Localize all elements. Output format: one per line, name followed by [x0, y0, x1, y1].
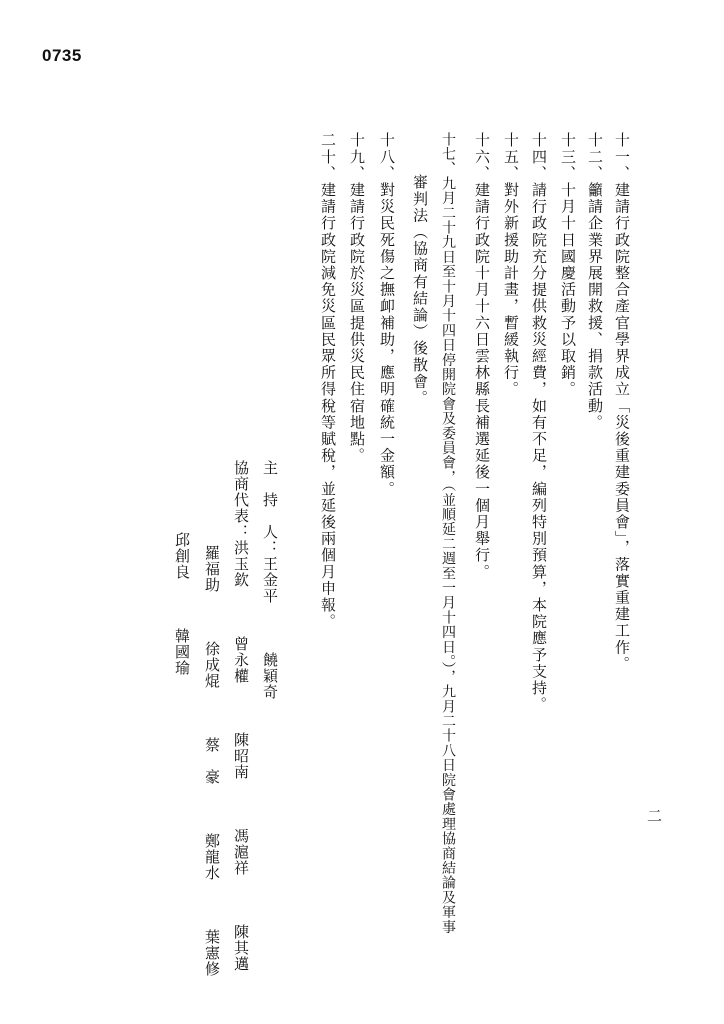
item-20: 二十、建請行政院減免災區民眾所得稅等賦稅，並延後兩個月申報。 — [319, 132, 337, 630]
item-17-continued: 審判法（協商有結論）後散會。 — [411, 174, 429, 407]
item-16: 十六、建請行政院十月十六日雲林縣長補選延後一個月舉行。 — [473, 132, 491, 581]
signatory-delegates-3: 邱創良 韓國瑜 — [173, 532, 191, 676]
signatory-chair: 主 持 人：王金平 饒穎奇 — [261, 460, 279, 700]
item-15: 十五、對外新援助計畫，暫緩執行。 — [502, 132, 520, 398]
page-number: 0735 — [42, 46, 82, 65]
item-11: 十一、建請行政院整合產官學界成立「災後重建委員會」，落實重建工作。 — [613, 132, 631, 673]
signatory-delegates-2: 羅福助 徐成焜 蔡 豪 鄭龍水 葉憲修 — [203, 545, 221, 977]
item-13: 十三、十月十日國慶活動予以取銷。 — [559, 132, 577, 398]
item-17: 十七、九月二十九日至十月十四日停開院會及委員會，（並順延二週至一月十四日。），九月二十八日院會處理協商結論及軍事 — [440, 132, 456, 935]
item-12: 十二、籲請企業界展開救援、捐款活動。 — [586, 132, 604, 431]
sheet-mark: 二 — [645, 808, 663, 823]
item-14: 十四、請行政院充分提供救災經費，如有不足，編列特別預算，本院應予支持。 — [530, 132, 548, 713]
item-19: 十九、建請行政院於災區提供災民住宿地點。 — [348, 132, 366, 464]
item-18: 十八、對災民死傷之撫卹補助，應明確統一金額。 — [378, 132, 396, 498]
signatory-delegates: 協商代表：洪玉欽 曾永權 陳昭南 馮滬祥 陳其邁 — [232, 460, 250, 972]
